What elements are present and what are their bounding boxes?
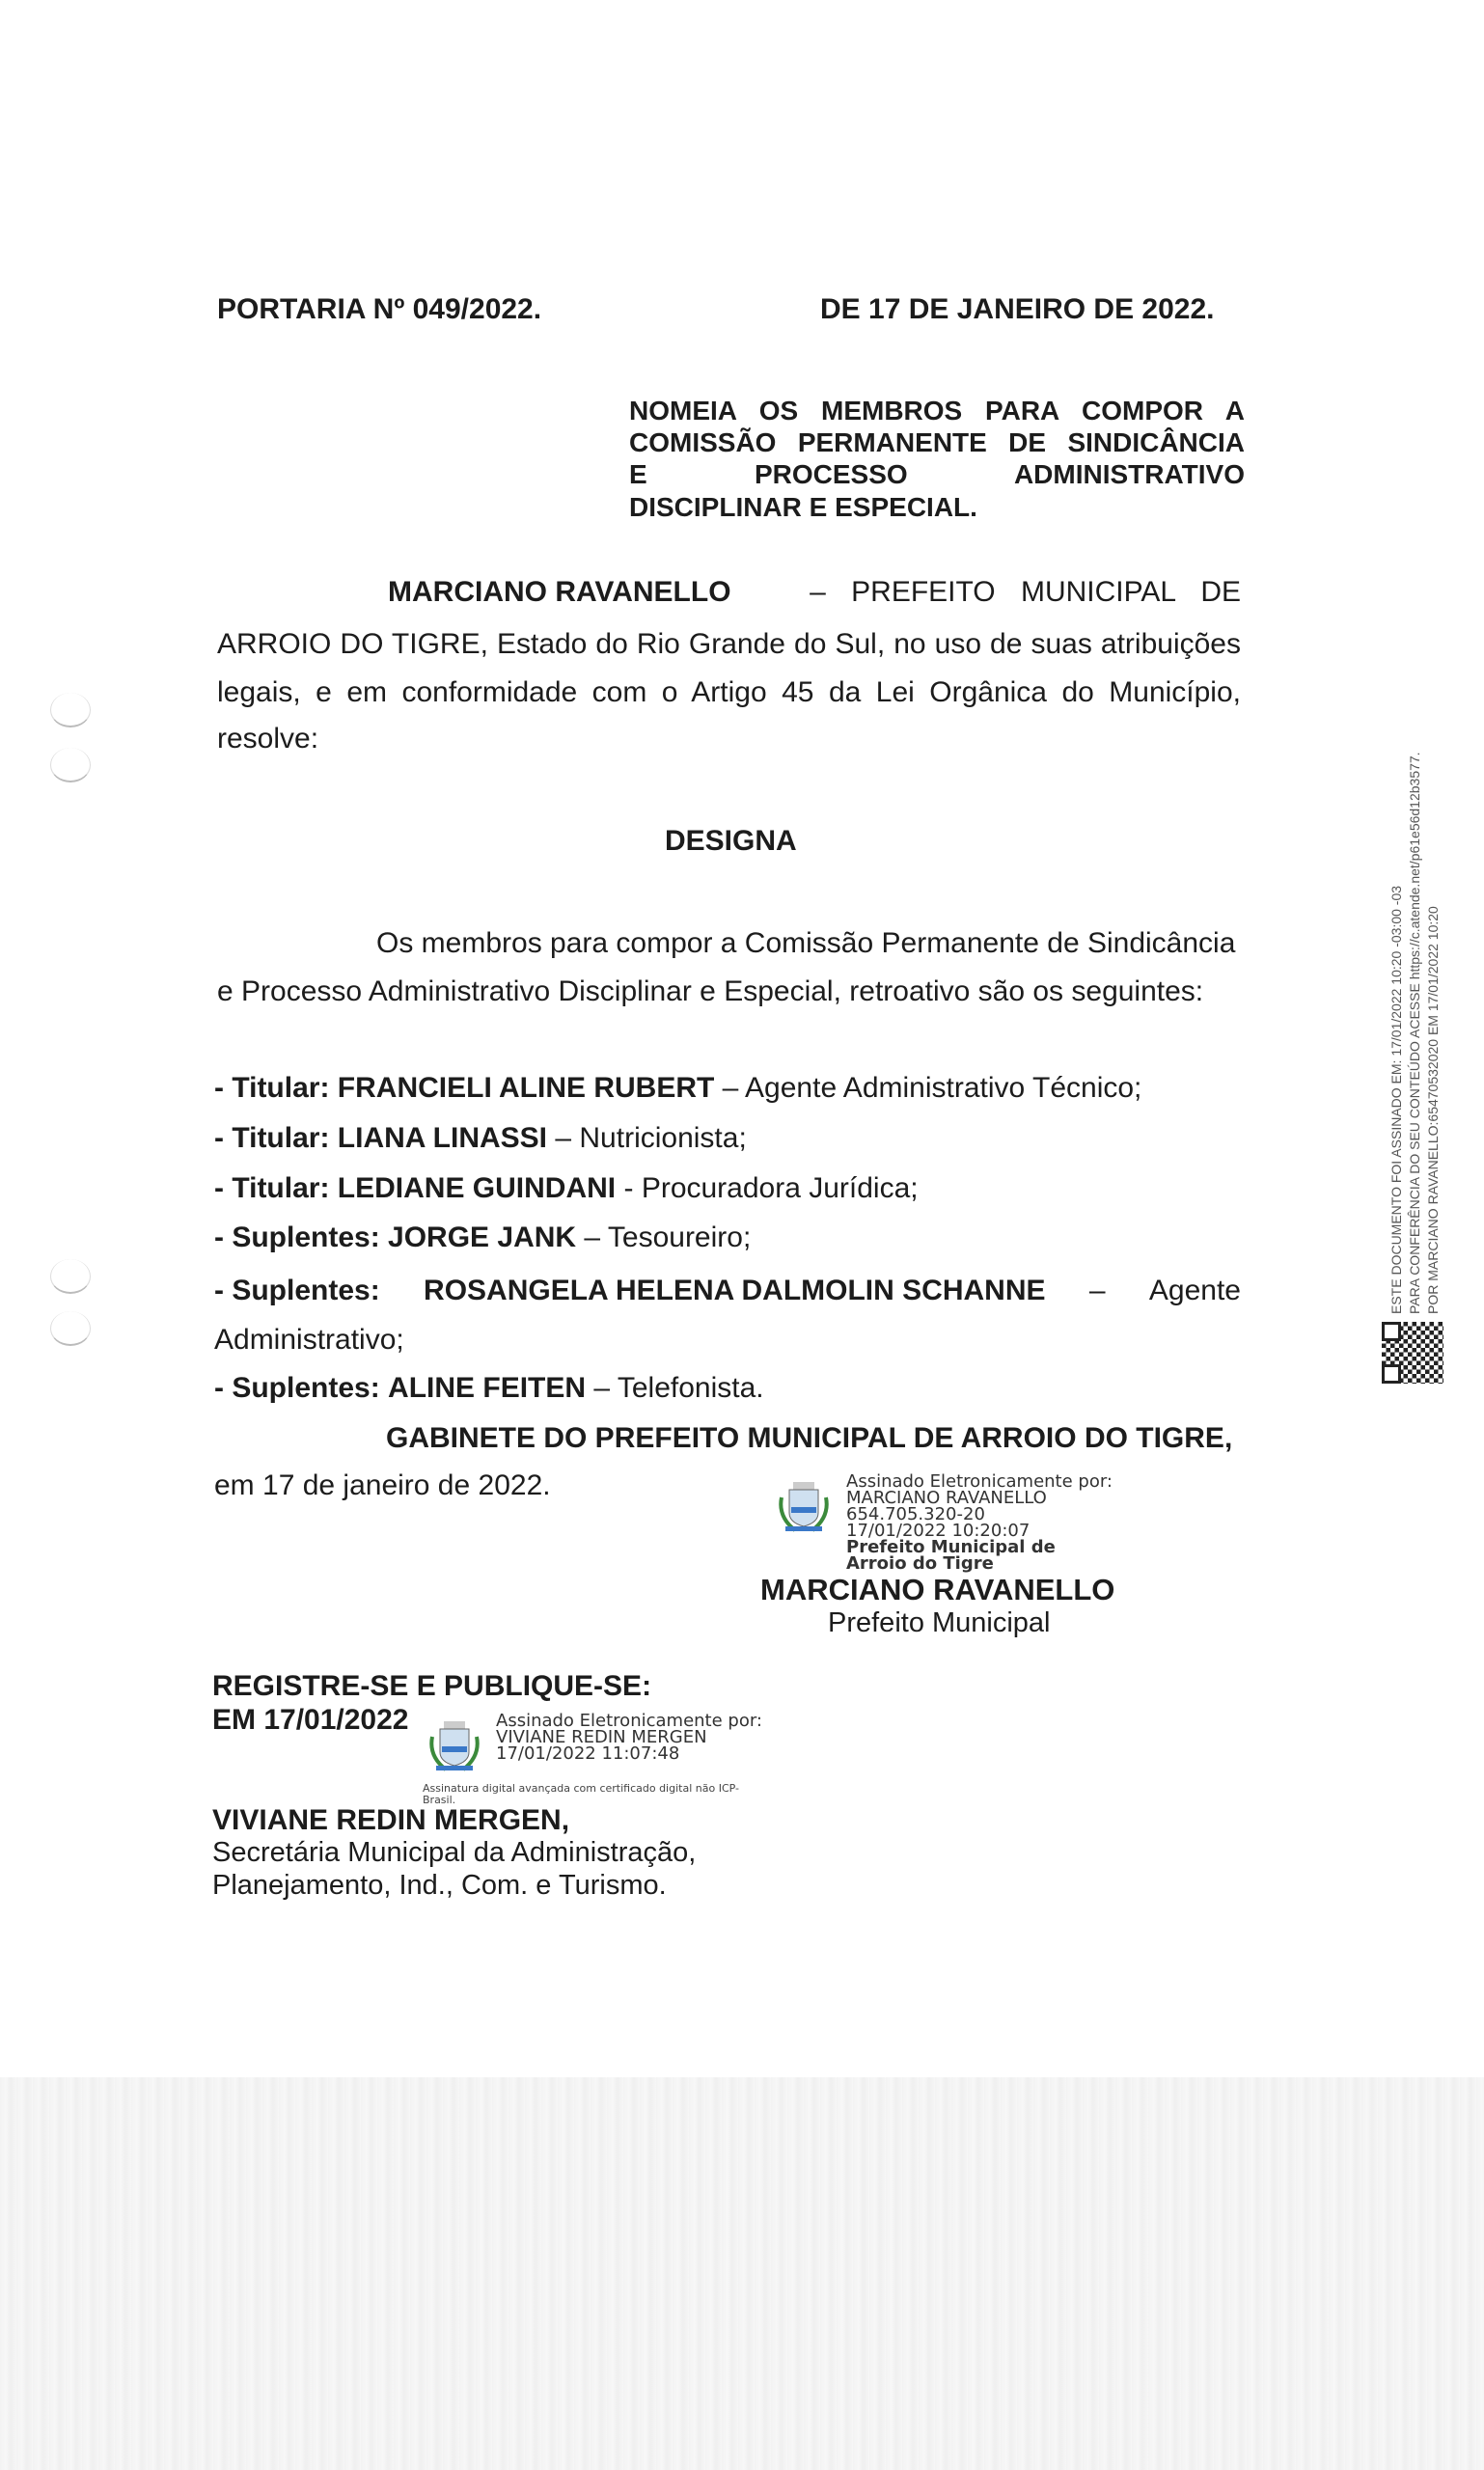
qr-code-icon[interactable]	[1382, 1322, 1443, 1384]
member-item: - Suplentes: JORGE JANK – Tesoureiro;	[214, 1221, 752, 1253]
preamble-text: resolve:	[217, 723, 319, 755]
punch-hole	[50, 693, 91, 727]
register-date: EM 17/01/2022	[212, 1704, 409, 1736]
portaria-number: PORTARIA Nº 049/2022.	[217, 293, 542, 325]
punch-hole	[50, 1311, 91, 1346]
ementa-line: E PROCESSO ADMINISTRATIVO	[629, 459, 1245, 489]
intro-text: e Processo Administrativo Disciplinar e Especial, retroativo são os seguintes:	[217, 975, 1204, 1007]
signer-title: Prefeito Municipal	[828, 1607, 1051, 1638]
verification-stamp: ESTE DOCUMENTO FOI ASSINADO EM: 17/01/2022 10:20 -03:00 -03 PARA CONFERÊNCIA DO SEU CONTEÚDO ACESSE https://c.atende.net/p61e56d12b3577. POR MARCIANO RAVANELLO:65470532020 EM 17/01/2022 10:20	[1388, 752, 1441, 1314]
member-item: - Suplentes: ALINE FEITEN – Telefonista.	[214, 1372, 764, 1404]
punch-hole	[50, 1259, 91, 1294]
member-item: - Titular: LEDIANE GUINDANI - Procuradora Jurídica;	[214, 1172, 919, 1204]
municipal-crest-icon	[426, 1717, 482, 1775]
member-item-cont: Administrativo;	[214, 1324, 404, 1356]
intro-text: Os membros para compor a Comissão Permanente de Sindicância	[376, 927, 1236, 959]
signature-note: Assinatura digital avançada com certificado digital não ICP- Brasil.	[423, 1782, 739, 1806]
punch-hole	[50, 748, 91, 782]
secretary-title: Secretária Municipal da Administração,	[212, 1837, 697, 1868]
gabinete-line: GABINETE DO PREFEITO MUNICIPAL DE ARROIO DO TIGRE,	[386, 1422, 1233, 1454]
e-signature-1: Assinado Eletronicamente por: MARCIANO RAVANELLO 654.705.320-20 17/01/2022 10:20:07 Prefeito Municipal de Arroio do Tigre	[846, 1471, 1113, 1574]
ementa-line: COMISSÃO PERMANENTE DE SINDICÂNCIA	[629, 427, 1245, 457]
preamble-text: – PREFEITO MUNICIPAL DE	[810, 576, 1241, 608]
preamble-text: legais, e em conformidade com o Artigo 45 da Lei Orgânica do Município,	[217, 676, 1241, 708]
secretary-name: VIVIANE REDIN MERGEN,	[212, 1804, 570, 1836]
municipal-crest-icon	[776, 1478, 832, 1536]
signer-name: MARCIANO RAVANELLO	[760, 1573, 1115, 1606]
member-item: - Titular: LIANA LINASSI – Nutricionista;	[214, 1122, 747, 1154]
register-heading: REGISTRE-SE E PUBLIQUE-SE:	[212, 1670, 652, 1702]
closing-date: em 17 de janeiro de 2022.	[214, 1469, 551, 1501]
scan-margin	[0, 2077, 1484, 2470]
portaria-date: DE 17 DE JANEIRO DE 2022.	[820, 293, 1215, 325]
member-item: - Suplentes: ROSANGELA HELENA DALMOLIN SCHANNE – Agente	[214, 1275, 1241, 1306]
e-signature-2: Assinado Eletronicamente por: VIVIANE REDIN MERGEN 17/01/2022 11:07:48	[496, 1711, 762, 1764]
preamble-text: ARROIO DO TIGRE, Estado do Rio Grande do Sul, no uso de suas atribuições	[217, 628, 1241, 660]
ementa-line: NOMEIA OS MEMBROS PARA COMPOR A	[629, 396, 1245, 425]
designa-heading: DESIGNA	[665, 825, 797, 857]
member-item: - Titular: FRANCIELI ALINE RUBERT – Agente Administrativo Técnico;	[214, 1072, 1142, 1104]
mayor-name: MARCIANO RAVANELLO	[388, 576, 731, 608]
secretary-title: Planejamento, Ind., Com. e Turismo.	[212, 1870, 667, 1901]
ementa-line: DISCIPLINAR E ESPECIAL.	[629, 492, 977, 522]
